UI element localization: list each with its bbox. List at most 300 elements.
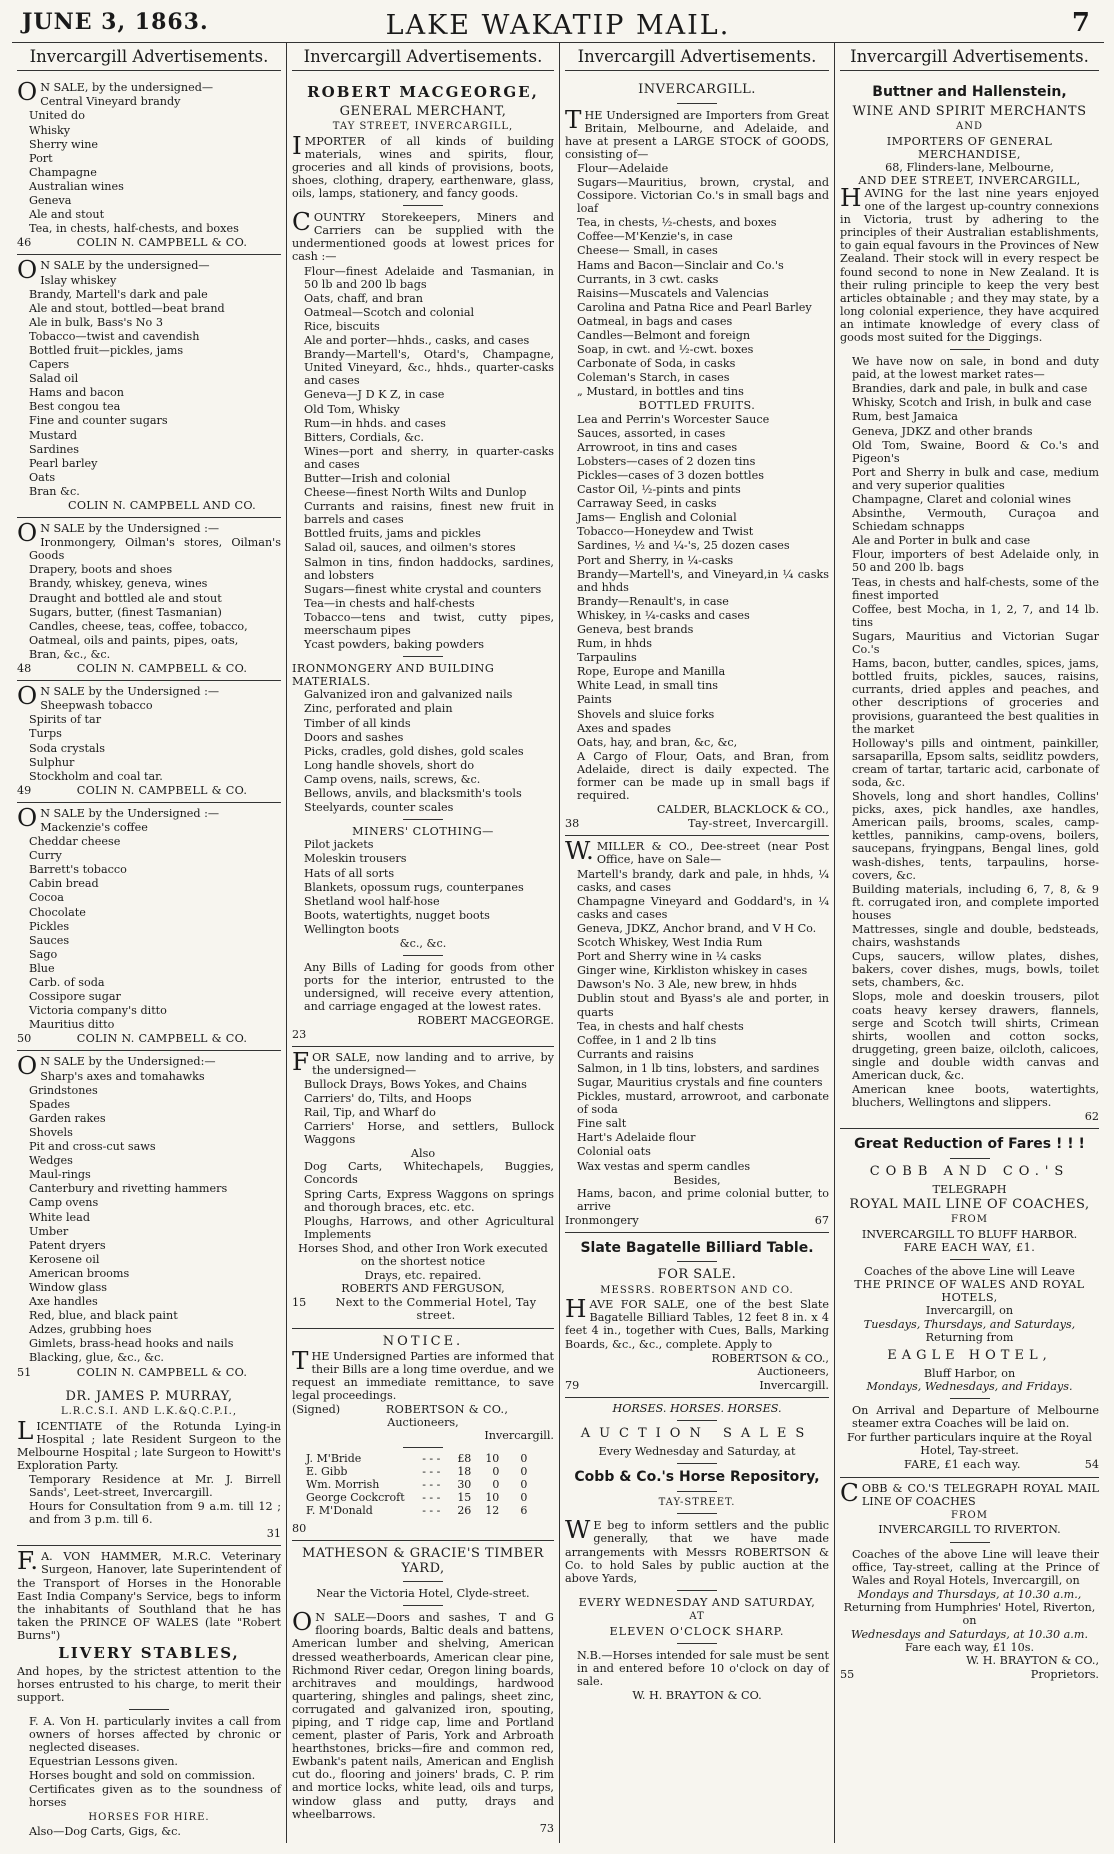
list-item: Axes and spades <box>577 721 671 735</box>
hammer-body: F.A. VON HAMMER, M.R.C. Veterinary Surgeon, Hanover, late Superintendent of the Transport of Horses in the Honorable East India Company's Service, begs to inform the inhabitants of Southland that he has taken the PRINCE OF WALES (late "Robert Burns") <box>17 1546 281 1642</box>
list-item: Cups, saucers, willow plates, dishes, bakers, cover dishes, mugs, bowls, toilet sets, chambers, &c. <box>852 950 1099 990</box>
list-item: Adzes, grubbing hoes <box>29 1323 152 1337</box>
fares-ad <box>840 1129 1099 1477</box>
page-number: 7 <box>1071 8 1090 38</box>
list-item: Ale and Porter in bulk and case <box>852 534 1031 548</box>
list-item: Sharp's axes and tomahawks <box>40 1069 205 1083</box>
list-item: Tobacco—Honeydew and Twist <box>577 525 754 539</box>
list-item: Canterbury and rivetting hammers <box>29 1182 228 1196</box>
buttner-trade: WINE AND SPIRIT MERCHANTS <box>852 103 1087 119</box>
divider <box>677 1463 717 1464</box>
list-item: Raisins—Muscatels and Valencias <box>577 286 769 300</box>
list-item: Oats <box>29 470 56 484</box>
column-1 <box>12 43 286 1843</box>
ad-number: 46 <box>17 236 32 250</box>
list-item: Wines—port and sherry, in quarter-casks and cases <box>304 444 554 471</box>
table-row <box>304 1492 529 1505</box>
billiard-title: Slate Bagatelle Billiard Table. <box>580 1240 814 1256</box>
divider <box>677 1643 717 1644</box>
route: INVERCARGILL TO RIVERTON. <box>878 1523 1061 1537</box>
list-item: Butter—Irish and colonial <box>304 471 451 485</box>
list-item: Lea and Perrin's Worcester Sauce <box>577 412 770 426</box>
billiard-body: HAVE FOR SALE, one of the best Slate Bagatelle Billiard Tables, 12 feet 8 in. x 4 feet 4 in., together with Cues, Balls, Marking Boards, &c., &c., complete. Apply to <box>565 1294 829 1351</box>
macgeorge-ad <box>292 77 554 1046</box>
list-item: Bottled fruits, jams and pickles <box>304 527 481 541</box>
list-item: Capers <box>29 358 70 372</box>
signature: COLIN N. CAMPBELL AND CO. <box>67 499 257 513</box>
list-item: Salad oil, sauces, and oilmen's stores <box>304 541 516 555</box>
list-item: Draught and bottled ale and stout <box>29 591 222 605</box>
list-item: Pilot jackets <box>304 838 374 852</box>
billiard-ad <box>565 1233 829 1398</box>
list-item: Carolina and Patna Rice and Pearl Barley <box>577 300 812 314</box>
ad-number: 15 <box>292 1296 307 1310</box>
list-item: Red, blue, and black paint <box>29 1309 178 1323</box>
leave: Coaches of the above Line will Leave <box>864 1265 1075 1279</box>
ad-number: 67 <box>814 1213 829 1227</box>
list-item: Carriers' Horse, and settlers, Bullock Waggons <box>304 1120 554 1147</box>
ad-lead: ON SALE by the Undersigned :— <box>17 802 220 832</box>
list-item: Sherry wine <box>29 137 99 151</box>
list-item: Shovels, long and short handles, Collins' picks, axes, pick handles, axe handles, American pails, brooms, scales, camp-kettles, pannikins, camp-ovens, boilers, saucepans, fryingpans, Bengal lines, gold wash-dishes, tents, tarpaulins, horse-covers, &c. <box>852 790 1099 882</box>
list-item: Tea, in chests, half-chests, and boxes <box>29 222 239 236</box>
murray-body: LICENTIATE of the Rotunda Lying-in Hospital ; late Resident Surgeon to the Melbourne Hospital ; late Surgeon to Howitt's Exploration Party. <box>17 1415 281 1472</box>
clothing-items <box>292 838 554 936</box>
list-item: Long handle shovels, short do <box>304 758 475 772</box>
column-header: Invercargill Advertisements. <box>565 43 829 71</box>
list-item: Building materials, including 6, 7, 8, & 9 ft. corrugated iron, and complete imported houses <box>852 882 1099 922</box>
role: Auctioneers, <box>387 1416 459 1430</box>
table-row <box>304 1505 529 1518</box>
list-item: Galvanized iron and galvanized nails <box>304 688 513 702</box>
debt-pounds: £8 <box>457 1452 472 1466</box>
list-item: Port and Sherry in bulk and case, medium and very superior qualities <box>852 465 1099 492</box>
hammer-last: Also—Dog Carts, Gigs, &c. <box>29 1825 181 1839</box>
list-item: Whisky, Scotch and Irish, in bulk and case <box>852 396 1092 410</box>
calder-ad <box>565 77 829 836</box>
list-item: Spades <box>29 1097 71 1111</box>
royal-mail-line: ROYAL MAIL LINE OF COACHES, <box>849 1197 1090 1213</box>
ad-number: 48 <box>17 662 32 676</box>
timber-yard-location: Near the Victoria Hotel, Clyde-street. <box>316 1587 530 1601</box>
list-item: Pickles <box>29 919 70 933</box>
list-item: Rail, Tip, and Wharf do <box>304 1106 436 1120</box>
debt-name: F. M'Donald <box>306 1503 373 1517</box>
list-item: Hams and Bacon—Sinclair and Co.'s <box>577 258 784 272</box>
list-item: Blue <box>29 961 55 975</box>
list-item: Cheese—finest North Wilts and Dunlop <box>304 486 527 500</box>
list-item: Paints <box>577 693 612 707</box>
horses-shod: Horses Shod, and other Iron Work executed on the shortest notice <box>298 1241 548 1269</box>
route: INVERCARGILL TO BLUFF HARBOR. <box>861 1227 1078 1241</box>
list-item: Zinc, perforated and plain <box>304 702 453 716</box>
steamer-text: On Arrival and Departure of Melbourne steamer extra Coaches will be laid on. <box>852 1404 1099 1431</box>
list-item: Jams— English and Colonial <box>577 511 737 525</box>
matheson-ad <box>292 1541 554 1840</box>
debt-shillings: 10 <box>485 1452 500 1466</box>
divider <box>403 1581 443 1582</box>
list-item: Sugars—Mauritius, brown, crystal, and Cossipore. Victorian Co.'s in small bags and loaf <box>577 175 829 216</box>
debt-shillings: 0 <box>492 1478 500 1492</box>
list-item: Ginger wine, Kirkliston whiskey in cases <box>577 964 808 978</box>
list-item: Flour—Adelaide <box>577 161 669 175</box>
campbell-ad <box>17 803 281 1052</box>
list-item: Doors and sashes <box>304 730 404 744</box>
debt-name: E. Gibb <box>306 1465 348 1479</box>
list-item: Bran &c. <box>29 484 80 498</box>
list-item: Sago <box>29 947 58 961</box>
cobb-name: COBB AND CO.'S <box>869 1163 1070 1179</box>
signature-line <box>565 1214 829 1227</box>
list-item: Ale and porter—hhds., casks, and cases <box>304 334 530 348</box>
signature-line <box>840 1458 1099 1471</box>
debt-pounds: 30 <box>457 1478 472 1492</box>
list-item: Coffee—M'Kenzie's, in case <box>577 230 733 244</box>
ad-number: 50 <box>17 1032 32 1046</box>
drays-repaired: Drays, etc. repaired. <box>364 1269 482 1283</box>
masthead <box>12 6 1104 43</box>
signature: COLIN N. CAMPBELL & CO. <box>76 662 248 676</box>
ad-lead: ON SALE by the Undersigned :— <box>17 681 220 711</box>
list-item: Mauritius ditto <box>29 1018 115 1032</box>
macgeorge-items <box>292 265 554 652</box>
list-item: Scotch Whiskey, West India Rum <box>577 936 763 950</box>
debt-pence: 0 <box>520 1478 528 1492</box>
ad-number: 51 <box>17 1365 32 1379</box>
fare-2: FARE, £1 each way. <box>904 1458 1021 1472</box>
ad-number: 73 <box>539 1821 554 1835</box>
list-item: Currants and raisins <box>577 1047 694 1061</box>
list-item: Port and Sherry wine in ¼ casks <box>577 950 762 964</box>
ad-number: 62 <box>1084 1110 1099 1124</box>
list-item: Castor Oil, ½-pints and pints <box>577 483 741 497</box>
list-item: Ale in bulk, Bass's No 3 <box>29 315 163 329</box>
list-item: Champagne Vineyard and Goddard's, in ¼ casks and cases <box>577 894 829 921</box>
list-item: Wellington boots <box>304 922 400 936</box>
list-item: Sugar, Mauritius crystals and fine counters <box>577 1075 823 1089</box>
list-item: Sauces, assorted, in cases <box>577 426 726 440</box>
list-item: Candles—Belmont and foreign <box>577 329 751 342</box>
list-item: Ycast powders, baking powders <box>304 638 485 652</box>
ad-number: 54 <box>1084 1458 1099 1472</box>
list-item: Oatmeal—Scotch and colonial <box>304 305 475 319</box>
list-item: Carriers' do, Tilts, and Hoops <box>304 1091 472 1105</box>
days-2: Mondays, Wednesdays, and Fridays. <box>866 1380 1073 1394</box>
list-item: Sugars, Mauritius and Victorian Sugar Co.'s <box>852 629 1099 657</box>
divider <box>403 656 443 657</box>
buttner-body: HAVING for the last nine years enjoyed one of the largest up-country connexions in Victoria, trust by adhering to the principles of their Australian establishments, to gain equal favours in the Provinces of New Zealand. Their stock will in every respect be found second to none in New Zealand. It is their ruling principle to keep the very best articles obtainable ; and they may state, by a long colonial experience, they have acquired an intimate knowledge of every class of goods most suited for the Diggings. <box>840 182 1100 344</box>
signature: W. H. BRAYTON & CO. <box>632 1689 762 1702</box>
roberts-lead: FOR SALE, now landing and to arrive, by the undersigned— <box>292 1046 554 1077</box>
bottled-fruits: BOTTLED FRUITS. <box>638 399 756 413</box>
list-item: Bitters, Cordials, &c. <box>304 430 424 444</box>
divider <box>950 1158 990 1159</box>
auction-time: ELEVEN O'CLOCK SHARP. <box>609 1624 785 1638</box>
notice-title: NOTICE. <box>382 1333 464 1349</box>
list-item: Blacking, glue, &c., &c. <box>29 1351 164 1365</box>
list-item: Whiskey, in ¼-casks and cases <box>577 608 750 622</box>
list-item: Mustard <box>29 428 78 442</box>
merchant-address: TAY STREET, INVERCARGILL, <box>332 121 514 133</box>
auction-title: AUCTION SALES <box>580 1426 814 1442</box>
list-item: Salad oil <box>29 372 79 386</box>
from: FROM <box>951 1509 988 1521</box>
divider <box>950 349 990 350</box>
horses-heading: HORSES. HORSES. HORSES. <box>612 1401 782 1415</box>
list-item: Rope, Europe and Manilla <box>577 665 726 679</box>
list-item: Sardines, ½ and ¼-'s, 25 dozen cases <box>577 539 790 553</box>
list-item: Gimlets, brass-head hooks and nails <box>29 1337 234 1351</box>
address: Next to the Commerial Hotel, Tay street. <box>335 1296 537 1323</box>
list-item: Ale and stout, bottled—beat brand <box>29 301 225 315</box>
list-item: Ironmongery, Oilman's stores, Oilman's Goods <box>29 536 281 563</box>
debt-pence: 0 <box>520 1490 528 1504</box>
list-item: Best congou tea <box>29 400 121 414</box>
place: Invercargill. <box>759 1378 829 1392</box>
list-item: Garden rakes <box>29 1111 106 1125</box>
list-item: Brandy—Martell's, Otard's, Champagne, United Vineyard, &c., hhds., quarter-casks and cases <box>304 348 554 388</box>
divider <box>403 1605 443 1606</box>
signature: CALDER, BLACKLOCK & CO., <box>656 803 829 817</box>
list-item: Old Tom, Swaine, Boord & Co.'s and Pigeon's <box>852 438 1099 465</box>
campbell-ad <box>17 255 281 518</box>
list-item: Window glass <box>29 1280 108 1294</box>
billiard-firm: MESSRS. ROBERTSON AND CO. <box>600 1284 794 1296</box>
place: Invercargill. <box>484 1429 554 1443</box>
list-item: Shovels <box>29 1125 73 1139</box>
buttner-now: We have now on sale, in bond and duty paid, at the lowest market rates— <box>852 355 1099 382</box>
auction-ad <box>565 1398 829 1707</box>
column-header: Invercargill Advertisements. <box>17 43 281 71</box>
list-item: Flour—finest Adelaide and Tasmanian, in 50 lb and 200 lb bags <box>304 264 554 291</box>
debt-pounds: 26 <box>457 1503 472 1517</box>
role: Auctioneers, <box>757 1364 829 1378</box>
divider <box>950 1398 990 1399</box>
list-item: Tobacco—twist and cavendish <box>29 329 200 343</box>
campbell-ad <box>17 681 281 803</box>
list-item: Umber <box>29 1224 69 1238</box>
list-item: Steelyards, counter scales <box>304 801 454 815</box>
ad-lead: ON SALE, by the undersigned— <box>17 77 214 107</box>
list-item: Martell's brandy, dark and pale, in hhds, ¼ casks, and cases <box>577 867 829 894</box>
list-item: Holloway's pills and ointment, painkiller, sarsaparilla, Epsom salts, seidlitz powders, cream of tartar, tartaric acid, carbonate of soda, &c. <box>852 736 1099 789</box>
ad-number: 31 <box>266 1527 281 1541</box>
column-2 <box>286 43 559 1843</box>
list-item: Flour, importers of best Adelaide only, in 50 and 200 lb. bags <box>852 548 1099 575</box>
debt-shillings: 12 <box>485 1503 500 1517</box>
timber-body: ON SALE—Doors and sashes, T and G flooring boards, Baltic deals and battens, American lumber and shelving, American dressed weatherboards, American clear pine, Richmond River cedar, Oregon lining boards, architraves and mouldings, hardwood quartering, shingles and palings, sheet zinc, corrugated and galvanized iron, spouting, piping, and T ridge cap, lime and Portland cement, plaster of Paris, York and Arbroath hearthstones, bricks—fire and common red, Ewbank's patent nails, American and English cut do., flooring and joiners' brads, C. P. rim and mortice locks, white lead, oils and turps, window glass and putty, drays and wheelbarrows. <box>292 1607 554 1821</box>
calder-place: INVERCARGILL. <box>638 82 756 98</box>
column-3 <box>559 43 834 1843</box>
divider <box>677 1420 717 1421</box>
list-item: Champagne, Claret and colonial wines <box>852 493 1072 506</box>
list-item: Moleskin trousers <box>304 852 407 866</box>
murray-residence: Temporary Residence at Mr. J. Birrell Sands', Leet-street, Invercargill. <box>29 1472 281 1499</box>
list-item: Kerosene oil <box>29 1252 100 1266</box>
newspaper-title: LAKE WAKATIP MAIL. <box>385 10 731 41</box>
besides: Besides, <box>673 1173 721 1187</box>
list-item: Carraway Seed, in casks <box>577 497 717 511</box>
list-item: Pickles—cases of 3 dozen bottles <box>577 468 764 482</box>
list-item: Geneva, best brands <box>577 622 694 636</box>
ad-number: 80 <box>292 1521 307 1535</box>
list-item: American brooms <box>29 1266 130 1280</box>
ad-number: 49 <box>17 783 32 797</box>
hotels: THE PRINCE OF WALES AND ROYAL HOTELS, <box>854 1278 1085 1305</box>
riverton-ad <box>840 1478 1099 1687</box>
debt-shillings: 0 <box>492 1465 500 1479</box>
divider <box>677 1261 717 1262</box>
auction-body: WE beg to inform settlers and the public generally, that we have made arrangements with Messrs ROBERTSON & Co. to hold Sales by public auction at the above Yards, <box>565 1515 829 1585</box>
notice-ad <box>292 1329 554 1541</box>
ad-number: 55 <box>840 1668 855 1682</box>
horses-for-hire: HORSES FOR HIRE. <box>88 1811 210 1823</box>
list-item: Bran, &c., &c. <box>29 647 111 661</box>
ad-number: 38 <box>565 817 580 831</box>
list-item: Wedges <box>29 1154 73 1168</box>
debt-name: J. M'Bride <box>306 1452 362 1466</box>
auction-days: EVERY WEDNESDAY AND SATURDAY, <box>578 1595 816 1609</box>
list-item: Curry <box>29 849 62 863</box>
signature-line <box>565 1379 829 1392</box>
debt-pounds: 18 <box>457 1465 472 1479</box>
murray-quals: L.R.C.S.I. AND L.K.&Q.C.P.I., <box>60 1405 238 1417</box>
debt-dash: - - - <box>422 1465 441 1479</box>
calder-intro: THE Undersigned are Importers from Great Britain, Melbourne, and Adelaide, and have at present a LARGE STOCK of GOODS, consisting of— <box>565 104 829 161</box>
invercargill-on: Invercargill, on <box>925 1304 1014 1318</box>
list-item: Pickles, mustard, arrowroot, and carbonate of soda <box>577 1090 829 1117</box>
list-item: American knee boots, watertights, bluchers, Wellingtons and slippers. <box>852 1083 1099 1110</box>
for-sale: FOR SALE. <box>657 1267 737 1283</box>
list-item: Soda crystals <box>29 741 105 755</box>
list-item: Grindstones <box>29 1083 98 1097</box>
list-item: Brandy, Martell's dark and pale <box>29 287 208 301</box>
divider <box>403 1447 443 1448</box>
signature: COLIN N. CAMPBELL & CO. <box>76 1032 248 1046</box>
bluff-on: Bluff Harbor, on <box>923 1366 1016 1380</box>
notice-body: THE Undersigned Parties are informed that their Bills are a long time overdue, and we request an immediate remittance, to save legal proceedings. <box>292 1345 554 1402</box>
days: Mondays and Thursdays, at 10.30 a.m., <box>857 1587 1082 1601</box>
buttner-address-1: 68, Flinders-lane, Melbourne, <box>885 160 1054 174</box>
list-item: Islay whiskey <box>40 273 117 287</box>
divider <box>950 1542 990 1543</box>
list-item: Teas, in chests and half-chests, some of the finest imported <box>852 575 1099 602</box>
list-item: Dublin stout and Byass's ale and porter, in quarts <box>577 992 829 1019</box>
list-item: Brandy, whiskey, geneva, wines <box>29 577 208 591</box>
list-item: Turps <box>29 727 62 741</box>
list-item: Central Vineyard brandy <box>40 95 181 109</box>
list-item: Spirits of tar <box>29 713 102 727</box>
list-item: White Lead, in small tins <box>577 679 719 693</box>
list-item: Tea, in chests, ½-chests, and boxes <box>577 216 777 230</box>
miller-lead: W.MILLER & CO., Dee-street (near Post Office, have on Sale— <box>565 836 829 867</box>
divider <box>403 819 443 820</box>
telegraph: TELEGRAPH <box>932 1182 1007 1196</box>
divider <box>403 205 443 206</box>
list-item: United do <box>29 109 85 123</box>
signature-line <box>565 817 829 830</box>
list-item: Cabin bread <box>29 877 99 891</box>
debt-pence: 6 <box>520 1503 528 1517</box>
debt-shillings: 10 <box>485 1490 500 1504</box>
divider <box>677 1590 717 1591</box>
repository-street: TAY-STREET. <box>658 1496 736 1508</box>
days-2: Wednesdays and Saturdays, at 10.30 a.m. <box>850 1628 1089 1642</box>
debt-pence: 0 <box>520 1452 528 1466</box>
campbell-ad <box>17 518 281 681</box>
fare: Fare each way, £1 10s. <box>904 1641 1035 1655</box>
roberts-items <box>292 1078 554 1146</box>
list-item: Arrowroot, in tins and cases <box>577 440 738 454</box>
merchant-name: ROBERT MACGEORGE, <box>307 83 539 102</box>
divider <box>677 1513 717 1514</box>
column-header: Invercargill Advertisements. <box>292 43 554 71</box>
list-item: Australian wines <box>29 179 124 193</box>
debt-dash: - - - <box>422 1452 441 1466</box>
campbell-ads <box>17 77 281 1383</box>
list-item: Cossipore sugar <box>29 990 121 1004</box>
signature-line <box>840 1668 1099 1681</box>
signature-line <box>17 499 281 512</box>
fares-title: Great Reduction of Fares ! ! ! <box>854 1136 1085 1153</box>
eagle-hotel: EAGLE HOTEL, <box>887 1347 1052 1363</box>
divider <box>950 1259 990 1260</box>
list-item: Coleman's Starch, in cases <box>577 371 730 385</box>
murray-hours: Hours for Consultation from 9 a.m. till 12 ; and from 3 p.m. till 6. <box>29 1500 281 1527</box>
divider <box>677 103 717 104</box>
debt-dash: - - - <box>422 1478 441 1492</box>
list-item: Pearl barley <box>29 456 98 470</box>
debt-name: George Cockcroft <box>306 1490 405 1504</box>
divider <box>403 955 443 956</box>
also: Also <box>410 1147 436 1161</box>
list-item: Champagne <box>29 165 97 179</box>
list-item: Rice, biscuits <box>304 319 380 333</box>
list-item: Fine and counter sugars <box>29 414 168 428</box>
hammer-line: Equestrian Lessons given. <box>29 1755 178 1769</box>
list-item: Geneva—J D K Z, in case <box>304 388 445 402</box>
riverton-title: COBB & CO.'S TELEGRAPH ROYAL MAIL LINE OF COACHES <box>840 1477 1099 1508</box>
miller-ad <box>565 836 829 1233</box>
address: Tay-street, Invercargill. <box>688 817 829 831</box>
cargo-text: A Cargo of Flour, Oats, and Bran, from Adelaide, direct is daily expected. The former can be made up in small bags if required. <box>577 749 829 803</box>
debt-pounds: 15 <box>457 1490 472 1504</box>
list-item: Oatmeal, oils and paints, pipes, oats, <box>29 633 239 647</box>
list-item: Fine salt <box>577 1117 627 1131</box>
signature-line <box>17 1032 281 1045</box>
list-item: Barrett's tobacco <box>29 863 127 877</box>
days: Tuesdays, Thursdays, and Saturdays, <box>863 1317 1076 1331</box>
list-item: Coffee, in 1 and 2 lb tins <box>577 1033 717 1047</box>
list-item: Geneva, JDKZ and other brands <box>852 424 1033 438</box>
signature-line <box>17 784 281 797</box>
ad-number: 79 <box>565 1378 580 1392</box>
further-text: For further particulars inquire at the Royal Hotel, Tay-street. <box>847 1431 1092 1458</box>
list-item: Dawson's No. 3 Ale, new brew, in hhds <box>577 978 797 992</box>
ironmongery-items <box>292 688 554 814</box>
timber-yard-title: MATHESON & GRACIE'S TIMBER YARD, <box>302 1545 544 1576</box>
list-item: Oats, chaff, and bran <box>304 291 423 305</box>
list-item: Chocolate <box>29 905 86 919</box>
fare: FARE EACH WAY, £1. <box>903 1241 1036 1255</box>
list-item: Blankets, opossum rugs, counterpanes <box>304 880 524 894</box>
list-item: Slops, mole and doeskin trousers, pilot coats heavy kersey drawers, flannels, serge and Scotch twill shirts, Crimean shirts, woollen and cotton socks, druggeting, green baize, oilcloth, calicoes, single and double width canvas and American duck, &c. <box>852 990 1099 1083</box>
buttner-items <box>840 382 1099 1109</box>
issue-date: JUNE 3, 1863. <box>22 9 209 35</box>
list-item: Camp ovens, nails, screws, &c. <box>304 772 481 786</box>
returning: Returning from <box>925 1330 1014 1344</box>
list-item: Tarpaulins <box>577 651 637 665</box>
